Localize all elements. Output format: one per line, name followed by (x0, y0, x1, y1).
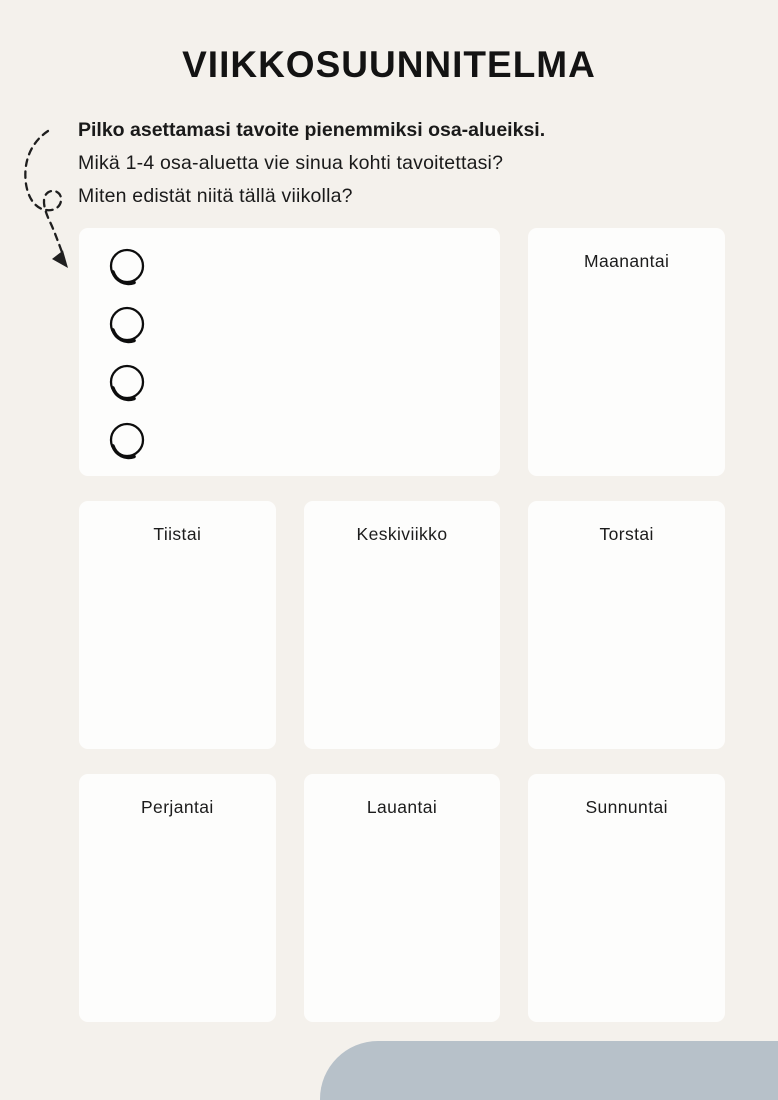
decorative-corner-shape (320, 1041, 778, 1100)
curved-arrow-icon (15, 118, 85, 283)
day-card-torstai[interactable] (528, 501, 725, 749)
goal-checkbox-circle-icon[interactable] (107, 248, 147, 288)
day-label: Maanantai (584, 251, 670, 271)
goal-slot-3[interactable] (107, 364, 500, 404)
goal-checkbox-circle-icon[interactable] (107, 306, 147, 346)
intro-question-1: Mikä 1-4 osa-aluetta vie sinua kohti tavoitettasi? (78, 152, 504, 174)
goal-slot-2[interactable] (107, 306, 500, 346)
goal-checkbox-circle-icon[interactable] (107, 422, 147, 462)
day-label: Keskiviikko (356, 524, 448, 544)
intro-question-2: Miten edistät niitä tällä viikolla? (78, 184, 353, 207)
day-card-maanantai[interactable] (528, 228, 725, 476)
day-card-lauantai[interactable] (304, 774, 501, 1022)
intro-text-block (78, 114, 698, 212)
day-card-perjantai[interactable] (79, 774, 276, 1022)
day-card-tiistai[interactable] (79, 501, 276, 749)
day-card-sunnuntai[interactable] (528, 774, 725, 1022)
planner-grid (79, 228, 725, 1022)
goals-card[interactable] (79, 228, 500, 476)
day-card-keskiviikko[interactable] (304, 501, 501, 749)
goal-checkbox-circle-icon[interactable] (107, 364, 147, 404)
day-label: Sunnuntai (585, 797, 668, 817)
page-title: VIIKKOSUUNNITELMA (182, 44, 596, 85)
goal-slot-4[interactable] (107, 422, 500, 462)
day-label: Lauantai (366, 797, 438, 817)
day-label: Tiistai (153, 524, 202, 544)
day-label: Torstai (599, 524, 654, 544)
goal-slot-1[interactable] (107, 248, 500, 288)
intro-bold-line: Pilko asettamasi tavoite pienemmiksi osa-alueiksi. (78, 119, 546, 141)
day-label: Perjantai (140, 797, 214, 817)
